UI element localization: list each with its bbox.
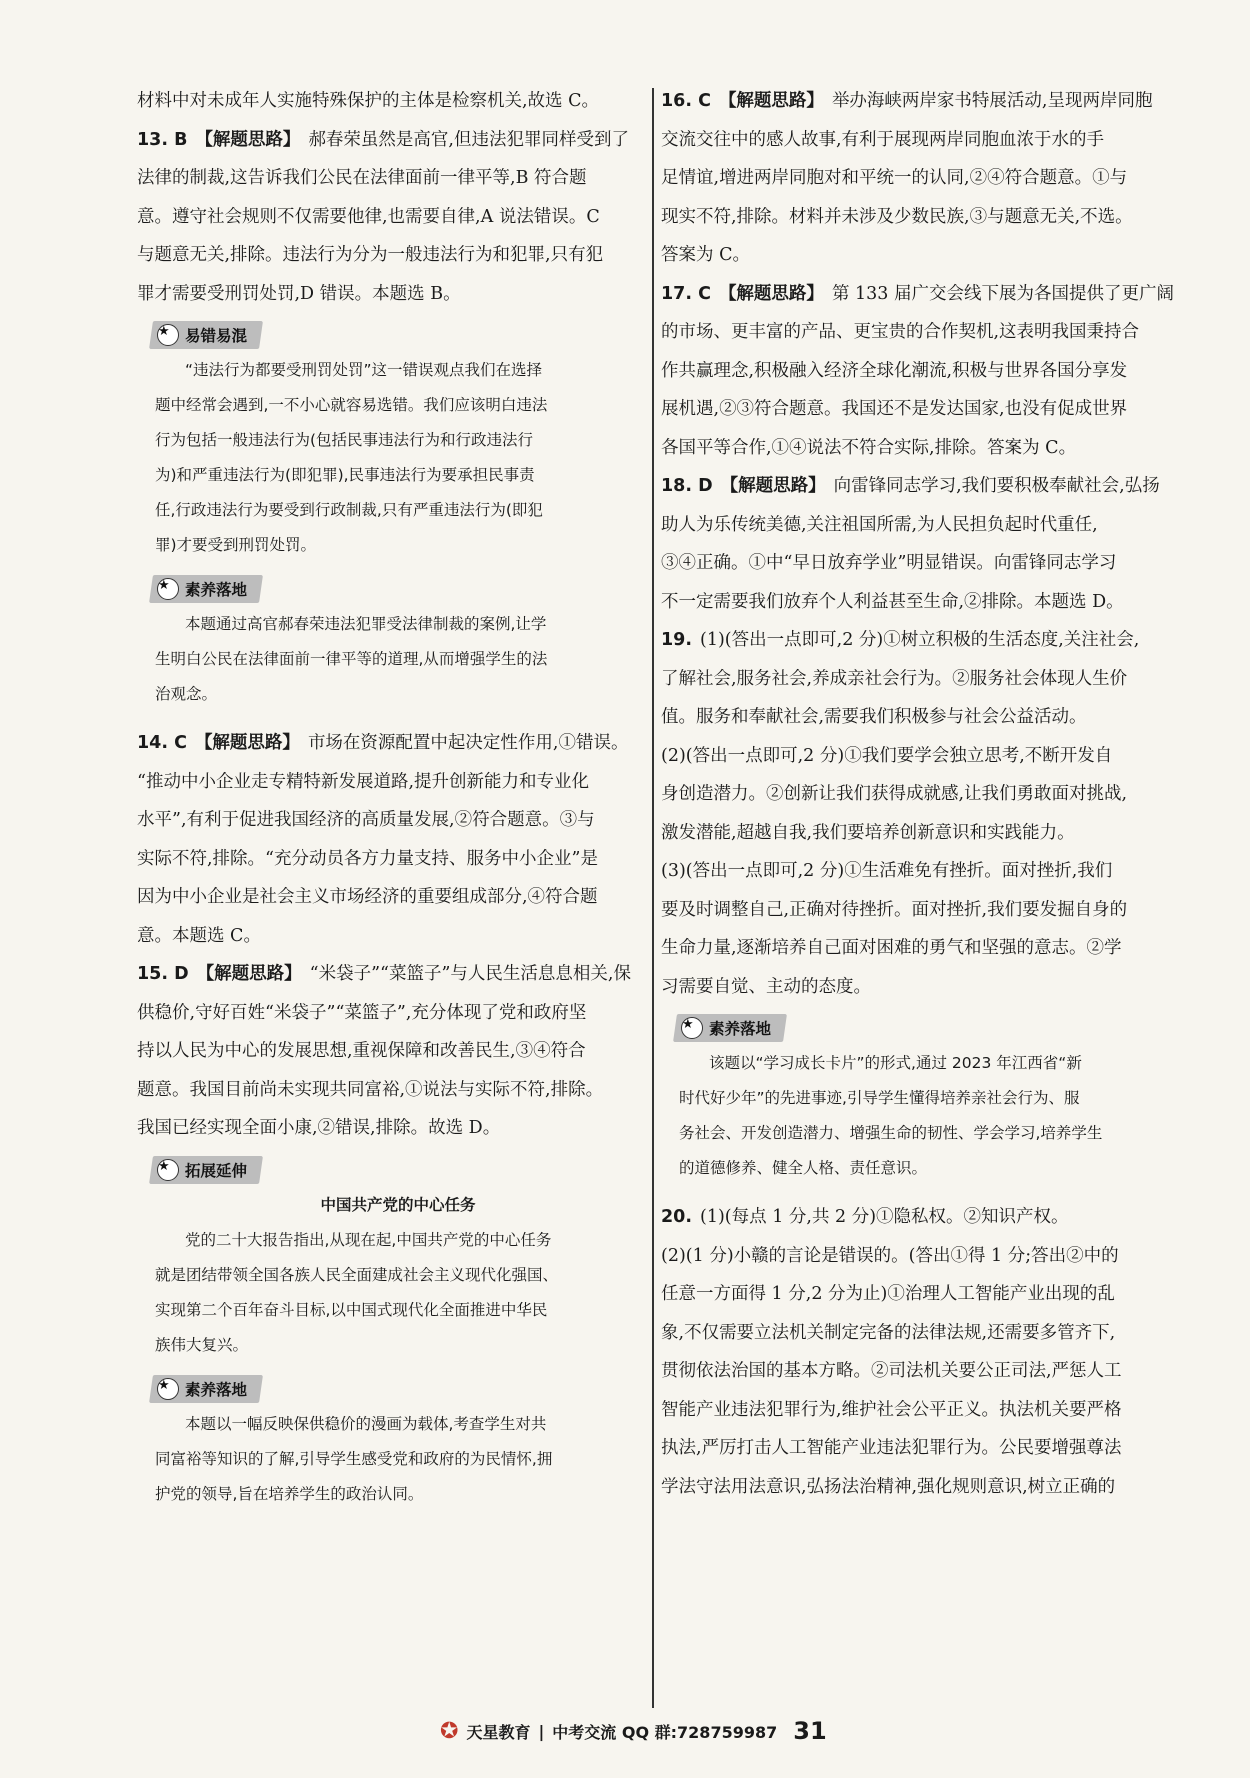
tip-box-heading (149, 1156, 263, 1184)
answer-line: 水平”,有利于促进我国经济的高质量发展,②符合题意。③与 (137, 810, 595, 830)
answer-line: 作共赢理念,积极融入经济全球化潮流,积极与世界各国分享发 (661, 360, 1128, 381)
answer-line: 智能产业违法犯罪行为,维护社会公平正义。执法机关要严格 (661, 1399, 1122, 1420)
qq-group: 中考交流 QQ 群:728759987 (552, 1722, 778, 1742)
answer-line: 意。本题选 C。 (137, 925, 261, 946)
answer-line: 向雷锋同志学习,我们要积极奉献社会,弘扬 (833, 476, 1160, 496)
tip-line: “违法行为都要受刑罚处罚”这一错误观点我们在选择 (185, 361, 543, 379)
tip-box-title: 易错易混 (185, 327, 248, 345)
brand-name: 天星教育 (466, 1722, 531, 1742)
tip-box-heading (149, 1375, 263, 1403)
left-column (137, 82, 649, 1516)
tip-box-literacy (137, 567, 649, 716)
answer-line: 习需要自觉、主动的态度。 (661, 976, 871, 997)
tip-box-title: 素养落地 (185, 1380, 248, 1399)
star-icon: ★ (157, 1159, 179, 1181)
answer-line: 持以人民为中心的发展思想,重视保障和改善民生,③④符合 (137, 1041, 586, 1061)
tip-line: 生明白公民在法律面前一律平等的道理,从而增强学生的法 (155, 650, 548, 668)
question-number: 13. B (137, 129, 188, 150)
solution-tag: 【解题思路】 (194, 733, 300, 753)
tip-line: 治观念。 (155, 685, 218, 703)
question-number: 15. D (137, 964, 189, 984)
answer-line: 象,不仅需要立法机关制定完备的法律法规,还需要多管齐下, (661, 1322, 1116, 1343)
answer-line: (2)(答出一点即可,2 分)①我们要学会独立思考,不断开发自 (661, 745, 1113, 766)
answer-line: 供稳价,守好百姓“米袋子”“菜篮子”,充分体现了党和政府坚 (137, 1002, 587, 1023)
answer-line: 学法守法用法意识,弘扬法治精神,强化规则意识,树立正确的 (661, 1476, 1116, 1497)
tip-line: 题中经常会遇到,一不小心就容易选错。我们应该明白违法 (155, 396, 548, 414)
tip-line: 罪)才要受到刑罚处罚。 (155, 536, 317, 554)
tip-box-literacy-2 (137, 1367, 649, 1516)
answer-line: 罪才需要受刑罚处罚,D 错误。本题选 B。 (137, 283, 461, 304)
question-number: 18. D (661, 476, 713, 496)
extension-title: 中国共产党的中心任务 (320, 1195, 476, 1214)
star-icon: ★ (157, 324, 179, 346)
tip-line: 党的二十大报告指出,从现在起,中国共产党的中心任务 (185, 1230, 552, 1249)
tip-line: 就是团结带领全国各族人民全面建成社会主义现代化强国、 (155, 1265, 559, 1284)
answer-line: (1)(答出一点即可,2 分)①树立积极的生活态度,关注社会, (700, 630, 1140, 650)
question-number: 17. C (661, 283, 711, 304)
question-13 (137, 121, 649, 314)
question-19 (661, 621, 1212, 1006)
tip-box-extension (137, 1148, 649, 1367)
answer-line: 执法,严厉打击人工智能产业违法犯罪行为。公民要增强尊法 (661, 1438, 1122, 1458)
footer-separator: | (538, 1721, 545, 1741)
answer-line: 交流交往中的感人故事,有利于展现两岸同胞血浓于水的手 (661, 129, 1105, 150)
tip-line: 族伟大复兴。 (155, 1335, 249, 1354)
question-16 (661, 82, 1212, 275)
question-20 (661, 1198, 1212, 1506)
question-17 (661, 275, 1212, 468)
star-icon: ★ (157, 1378, 179, 1400)
tip-line: 时代好少年”的先进事迹,引导学生懂得培养亲社会行为、服 (679, 1089, 1080, 1107)
question-number: 16. C (661, 91, 711, 111)
answer-line: 展机遇,②③符合题意。我国还不是发达国家,也没有促成世界 (661, 399, 1128, 419)
answer-line: 举办海峡两岸家书特展活动,呈现两岸同胞 (831, 91, 1153, 111)
answer-line: 实际不符,排除。“充分动员各方力量支持、服务中小企业”是 (137, 848, 598, 869)
answer-line: (1)(每点 1 分,共 2 分)①隐私权。②知识产权。 (700, 1207, 1069, 1227)
answer-line: 足情谊,增进两岸同胞对和平统一的认同,②④符合题意。①与 (661, 168, 1128, 188)
tip-line: 护党的领导,旨在培养学生的政治认同。 (155, 1484, 424, 1503)
tip-box-mistakes (137, 313, 649, 567)
answer-line: 郝春荣虽然是高官,但违法犯罪同样受到了 (308, 129, 629, 150)
answer-line: 激发潜能,超越自我,我们要培养创新意识和实践能力。 (661, 822, 1075, 843)
question-18 (661, 467, 1212, 621)
tip-line: 务社会、开发创造潜力、增强生命的韧性、学会学习,培养学生 (679, 1124, 1103, 1142)
page-footer (440, 1716, 827, 1746)
continued-text: 材料中对未成年人实施特殊保护的主体是检察机关,故选 C。 (137, 91, 600, 111)
answer-line: 我国已经实现全面小康,②错误,排除。故选 D。 (137, 1118, 501, 1138)
tip-line: 该题以“学习成长卡片”的形式,通过 2023 年江西省“新 (709, 1054, 1082, 1072)
answer-line: 答案为 C。 (661, 245, 750, 265)
answer-line: 意。遵守社会规则不仅需要他律,也需要自律,A 说法错误。C (137, 206, 600, 227)
answer-line: 任意一方面得 1 分,2 分为止)①治理人工智能产业出现的乱 (661, 1284, 1115, 1304)
answer-line: 助人为乐传统美德,关注祖国所需,为人民担负起时代重任, (661, 514, 1098, 535)
column-divider (652, 88, 654, 1708)
solution-tag: 【解题思路】 (195, 129, 301, 150)
tip-line: 本题通过高官郝春荣违法犯罪受法律制裁的案例,让学 (185, 615, 547, 633)
tip-line: 实现第二个百年奋斗目标,以中国式现代化全面推进中华民 (155, 1300, 548, 1319)
question-number: 19. (661, 630, 693, 650)
tip-box-literacy-3 (661, 1006, 1212, 1190)
answer-line: “推动中小企业走专精特新发展道路,提升创新能力和专业化 (137, 771, 590, 792)
answer-line: 各国平等合作,①④说法不符合实际,排除。答案为 C。 (661, 437, 1077, 458)
tip-line: 同富裕等知识的了解,引导学生感受党和政府的为民情怀,拥 (155, 1449, 553, 1468)
answer-line: 要及时调整自己,正确对待挫折。面对挫折,我们要发掘自身的 (661, 899, 1128, 920)
question-number: 20. (661, 1207, 693, 1227)
answer-line: 题意。我国目前尚未实现共同富裕,①说法与实际不符,排除。 (137, 1079, 604, 1100)
tip-line: 行为包括一般违法行为(包括民事违法行为和行政违法行 (155, 431, 534, 449)
answer-line: 贯彻依法治国的基本方略。②司法机关要公正司法,严惩人工 (661, 1361, 1122, 1381)
tip-box-title: 素养落地 (185, 581, 248, 599)
answer-line: 值。服务和奉献社会,需要我们积极参与社会公益活动。 (661, 707, 1087, 727)
answer-line: ③④正确。①中“早日放弃学业”明显错误。向雷锋同志学习 (661, 553, 1117, 573)
tip-line: 任,行政违法行为要受到行政制裁,只有严重违法行为(即犯 (155, 501, 543, 519)
answer-line: (3)(答出一点即可,2 分)①生活难免有挫折。面对挫折,我们 (661, 861, 1113, 881)
answer-line: 与题意无关,排除。违法行为分为一般违法行为和犯罪,只有犯 (137, 245, 604, 265)
answer-line: 现实不符,排除。材料并未涉及少数民族,③与题意无关,不选。 (661, 206, 1133, 227)
answer-line: 因为中小企业是社会主义市场经济的重要组成部分,④符合题 (137, 887, 598, 907)
question-14 (137, 724, 649, 955)
answer-line: 第 133 届广交会线下展为各国提供了更广阔 (831, 283, 1174, 304)
tip-box-heading (673, 1014, 787, 1042)
tip-box-title: 拓展延伸 (185, 1161, 248, 1180)
tip-line: 为)和严重违法行为(即犯罪),民事违法行为要承担民事责 (155, 466, 535, 484)
tip-box-title: 素养落地 (709, 1020, 772, 1038)
answer-line: 生命力量,逐渐培养自己面对困难的勇气和坚强的意志。②学 (661, 938, 1122, 958)
answer-line: 身创造潜力。②创新让我们获得成就感,让我们勇敢面对挑战, (661, 784, 1128, 804)
answer-line: 法律的制裁,这告诉我们公民在法律面前一律平等,B 符合题 (137, 168, 587, 188)
star-icon: ★ (681, 1017, 703, 1039)
tip-line: 的道德修养、健全人格、责任意识。 (679, 1159, 928, 1177)
question-15 (137, 955, 649, 1148)
answer-line: “米袋子”“菜篮子”与人民生活息息相关,保 (309, 964, 631, 984)
answer-line: 的市场、更丰富的产品、更宝贵的合作契机,这表明我国秉持合 (661, 322, 1140, 342)
brand-star-icon: ✪ (440, 1718, 459, 1744)
star-icon: ★ (157, 578, 179, 600)
page-number: 31 (793, 1717, 827, 1745)
answer-line: 了解社会,服务社会,养成亲社会行为。②服务社会体现人生价 (661, 668, 1128, 689)
answer-line: (2)(1 分)小赣的言论是错误的。(答出①得 1 分;答出②中的 (661, 1245, 1119, 1266)
answer-line: 市场在资源配置中起决定性作用,①错误。 (307, 733, 629, 753)
right-column (661, 82, 1212, 1506)
answer-line: 不一定需要我们放弃个人利益甚至生命,②排除。本题选 D。 (661, 591, 1124, 612)
solution-tag: 【解题思路】 (720, 476, 826, 496)
tip-box-heading (149, 575, 263, 603)
solution-tag: 【解题思路】 (196, 964, 302, 984)
solution-tag: 【解题思路】 (718, 91, 824, 111)
tip-box-heading (149, 321, 263, 349)
question-number: 14. C (137, 733, 187, 753)
tip-line: 本题以一幅反映保供稳价的漫画为载体,考查学生对共 (185, 1414, 547, 1433)
solution-tag: 【解题思路】 (718, 283, 824, 304)
